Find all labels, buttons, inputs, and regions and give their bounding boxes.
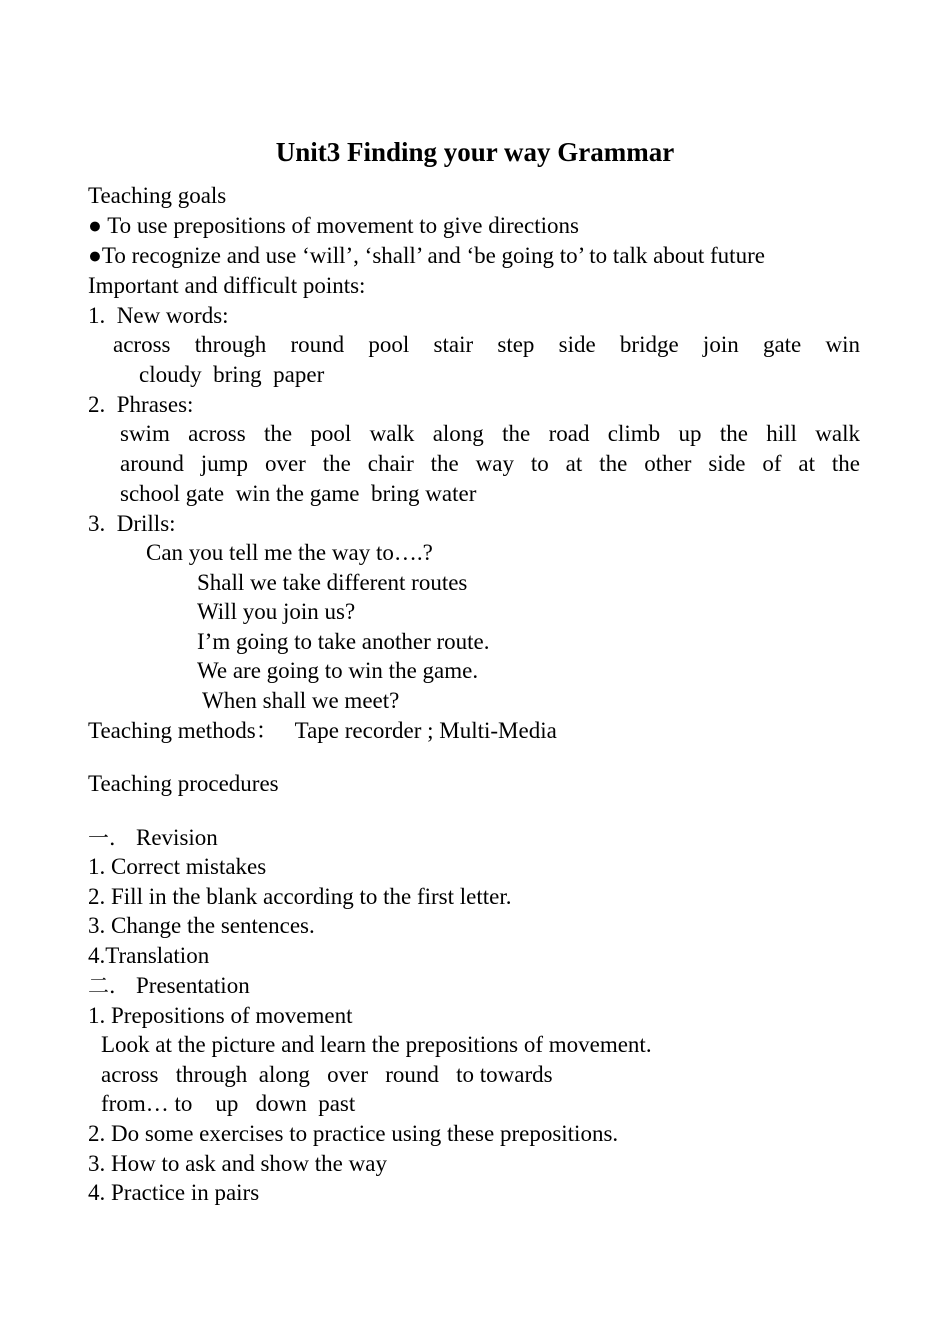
- drill-item: Can you tell me the way to….?: [146, 540, 433, 565]
- phrases-label: 2. Phrases:: [88, 392, 194, 417]
- revision-section-heading: [88, 824, 218, 852]
- presentation-item: across through along over round to towards: [101, 1062, 553, 1087]
- new-words-line-2: cloudy bring paper: [139, 362, 325, 387]
- drill-item: Shall we take different routes: [197, 570, 468, 595]
- revision-item: 1. Correct mistakes: [88, 854, 267, 879]
- presentation-item: 1. Prepositions of movement: [88, 1003, 353, 1028]
- phrases-line-2: around jump over the chair the way to at the other side of at the: [120, 451, 860, 476]
- presentation-item: 2. Do some exercises to practice using these prepositions.: [88, 1121, 619, 1146]
- new-words-line-1: across through round pool stair step side bridge join gate win: [113, 332, 860, 357]
- teaching-methods: [88, 717, 557, 745]
- drill-item: When shall we meet?: [202, 688, 400, 713]
- revision-item: 3. Change the sentences.: [88, 913, 315, 938]
- phrases-line-1: swim across the pool walk along the road climb up the hill walk: [120, 421, 860, 446]
- goal-item-2: ●To recognize and use ‘will’, ‘shall’ and ‘be going to’ to talk about future: [88, 243, 765, 268]
- document-title: Unit3 Finding your way Grammar: [275, 137, 675, 167]
- revision-item: 2. Fill in the blank according to the first letter.: [88, 884, 512, 909]
- drills-label: 3. Drills:: [88, 511, 176, 536]
- teaching-procedures-heading: Teaching procedures: [88, 771, 279, 796]
- presentation-label: Presentation: [136, 973, 250, 998]
- drill-item: I’m going to take another route.: [197, 629, 490, 654]
- teaching-methods-label: Teaching methods：: [88, 718, 279, 743]
- drill-item: We are going to win the game.: [197, 658, 479, 683]
- phrases-line-3: school gate win the game bring water: [120, 481, 477, 506]
- revision-item: 4.Translation: [88, 943, 210, 968]
- revision-label: Revision: [136, 825, 218, 850]
- new-words-label: 1. New words:: [88, 303, 229, 328]
- presentation-item: Look at the picture and learn the prepositions of movement.: [101, 1032, 652, 1057]
- presentation-section-heading: [88, 972, 250, 1000]
- teaching-goals-heading: Teaching goals: [88, 183, 227, 208]
- teaching-methods-value: Tape recorder ; Multi-Media: [294, 718, 557, 743]
- presentation-number: 二．: [88, 974, 130, 998]
- important-points-heading: Important and difficult points:: [88, 273, 366, 298]
- presentation-item: 4. Practice in pairs: [88, 1180, 260, 1205]
- revision-number: 一．: [88, 826, 130, 850]
- presentation-item: from… to up down past: [101, 1091, 356, 1116]
- drill-item: Will you join us?: [197, 599, 356, 624]
- goal-item-1: ● To use prepositions of movement to give directions: [88, 213, 579, 238]
- presentation-item: 3. How to ask and show the way: [88, 1151, 387, 1176]
